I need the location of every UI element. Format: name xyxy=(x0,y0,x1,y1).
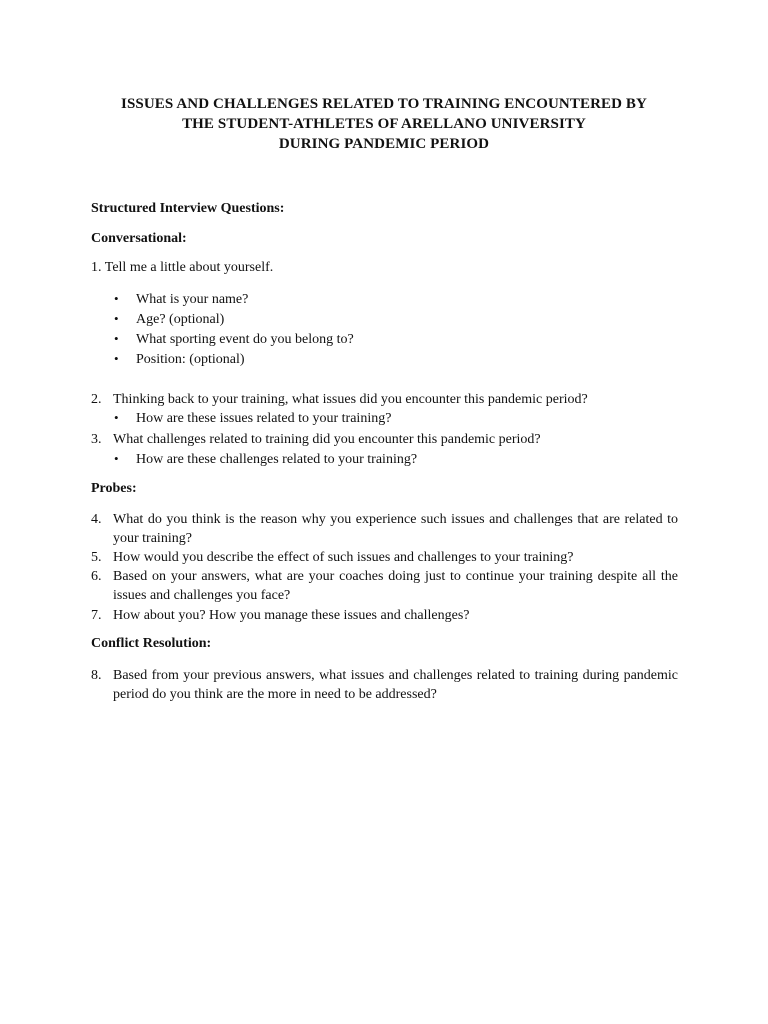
question-1: 1. Tell me a little about yourself. xyxy=(91,260,274,275)
list-item xyxy=(114,331,354,348)
question-number: 4. xyxy=(91,512,102,527)
question-text: How would you describe the effect of such issues and challenges to your training? xyxy=(113,550,574,565)
list-item-text: How are these issues related to your training? xyxy=(136,411,392,426)
title-line-1: ISSUES AND CHALLENGES RELATED TO TRAINING ENCOUNTERED BY xyxy=(121,96,647,112)
question-6 xyxy=(91,567,678,605)
question-text: Based on your answers, what are your coaches doing just to continue your training despite all the issues and challenges you face? xyxy=(113,569,678,603)
list-item xyxy=(114,451,417,468)
bullet-icon: • xyxy=(114,311,119,326)
heading-conversational: Conversational: xyxy=(91,231,187,246)
title-line-3: DURING PANDEMIC PERIOD xyxy=(278,136,490,152)
list-item xyxy=(114,351,245,368)
question-7 xyxy=(91,606,678,625)
list-item xyxy=(114,410,391,427)
question-number: 3. xyxy=(91,432,102,447)
heading-structured-interview: Structured Interview Questions: xyxy=(91,201,285,216)
bullet-icon: • xyxy=(114,451,119,466)
heading-probes: Probes: xyxy=(91,481,137,496)
bullet-icon: • xyxy=(114,410,119,425)
list-item xyxy=(114,311,224,328)
bullet-icon: • xyxy=(114,351,119,366)
question-3 xyxy=(91,430,678,449)
question-text: Thinking back to your training, what issues did you encounter this pandemic period? xyxy=(113,392,588,407)
question-8 xyxy=(91,666,678,704)
list-item-text: What sporting event do you belong to? xyxy=(136,332,354,347)
list-item-text: Age? (optional) xyxy=(136,312,225,327)
question-number: 8. xyxy=(91,668,102,683)
list-item-text: How are these challenges related to your training? xyxy=(136,452,418,467)
question-number: 5. xyxy=(91,550,102,565)
list-item-text: What is your name? xyxy=(136,292,249,307)
question-text: How about you? How you manage these issues and challenges? xyxy=(113,608,470,623)
heading-conflict-resolution: Conflict Resolution: xyxy=(91,636,212,651)
question-number: 7. xyxy=(91,608,102,623)
list-item xyxy=(114,291,248,308)
question-number: 6. xyxy=(91,569,102,584)
question-text: Based from your previous answers, what issues and challenges related to training during pandemic period do you think are the more in need to be addressed? xyxy=(113,668,678,702)
question-2 xyxy=(91,390,678,409)
question-5 xyxy=(91,548,678,567)
question-text: What challenges related to training did you encounter this pandemic period? xyxy=(113,432,541,447)
bullet-icon: • xyxy=(114,331,119,346)
list-item-text: Position: (optional) xyxy=(136,352,245,367)
question-number: 2. xyxy=(91,392,102,407)
bullet-icon: • xyxy=(114,291,119,306)
document-title xyxy=(60,94,708,154)
title-line-2: THE STUDENT-ATHLETES OF ARELLANO UNIVERSITY xyxy=(182,116,586,132)
question-4 xyxy=(91,510,678,548)
question-text: What do you think is the reason why you experience such issues and challenges that are related to your training? xyxy=(113,512,678,546)
